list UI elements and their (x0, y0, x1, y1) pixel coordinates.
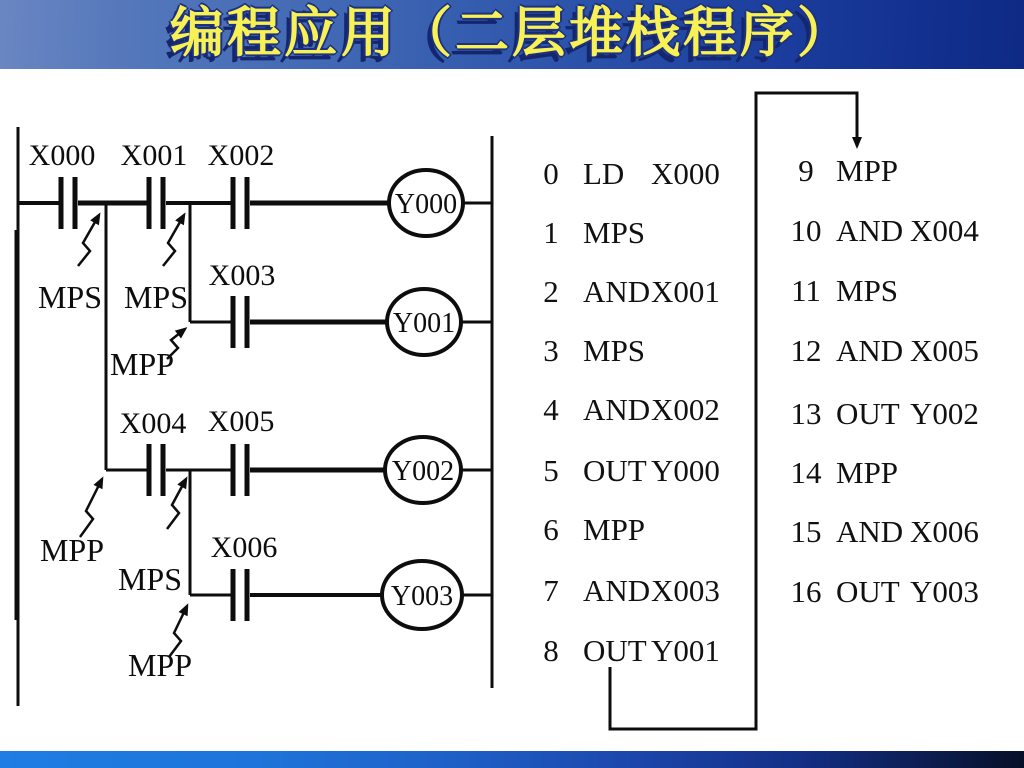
operand: X001 (651, 274, 720, 309)
stack-label-mpp-2: MPP (39, 532, 105, 568)
contact-label-X006: X006 (210, 531, 278, 564)
lightning-arrow-icon (167, 479, 186, 529)
operand: Y000 (651, 453, 720, 488)
opcode: LD (583, 156, 625, 191)
opcode: OUT (583, 633, 647, 668)
contact-label-X000: X000 (28, 139, 96, 172)
step-number: 10 (790, 213, 822, 248)
step-number: 3 (543, 333, 559, 368)
contact-label-X002: X002 (207, 139, 275, 172)
instruction-row (790, 456, 910, 490)
instruction-row (790, 515, 979, 549)
instruction-row (790, 334, 979, 368)
operand: X000 (651, 156, 720, 191)
operand: X006 (910, 514, 979, 549)
opcode: AND (583, 392, 651, 427)
contact-label-X003: X003 (208, 259, 276, 292)
slide-title: 编程应用（二层堆栈程序） (170, 2, 854, 63)
step-number: 1 (543, 215, 559, 250)
step-number: 14 (790, 455, 822, 490)
instruction-row (790, 397, 979, 431)
instruction-row (535, 454, 720, 488)
instruction-row (790, 154, 910, 188)
stack-label-mps-1: MPS (37, 279, 103, 315)
opcode: MPS (583, 215, 646, 250)
step-number: 13 (790, 396, 822, 431)
contact-label-X005: X005 (207, 405, 275, 438)
instruction-row (535, 513, 651, 547)
instruction-row (535, 334, 651, 368)
stack-annotations (38, 279, 192, 683)
lightning-arrow-icon (80, 479, 102, 537)
coil-label-Y001: Y001 (392, 308, 456, 339)
step-number: 12 (790, 333, 822, 368)
opcode: OUT (836, 574, 900, 609)
opcode: MPS (836, 273, 899, 308)
opcode: AND (583, 573, 651, 608)
opcode: AND (583, 274, 651, 309)
lightning-arrow-icon (78, 215, 99, 266)
coil-label-Y003: Y003 (390, 581, 454, 612)
step-number: 5 (543, 453, 559, 488)
operand: X003 (651, 573, 720, 608)
opcode: OUT (583, 453, 647, 488)
operand: Y003 (910, 574, 979, 609)
step-number: 4 (543, 392, 559, 427)
instruction-row (790, 575, 979, 609)
coil-label-Y002: Y002 (391, 456, 455, 487)
instruction-row (790, 214, 979, 248)
operand: X002 (651, 392, 720, 427)
stack-branch-lines (106, 203, 190, 595)
step-number: 9 (798, 153, 814, 188)
stack-label-mps-3: MPS (117, 561, 183, 597)
operand: X004 (910, 213, 979, 248)
step-number: 15 (790, 514, 822, 549)
operand: Y001 (651, 633, 720, 668)
step-number: 2 (543, 274, 559, 309)
opcode: OUT (836, 396, 900, 431)
instruction-row (535, 634, 720, 668)
instruction-row (535, 275, 720, 309)
coil-labels (391, 189, 457, 612)
step-number: 16 (790, 574, 822, 609)
operand: X005 (910, 333, 979, 368)
opcode: AND (836, 213, 904, 248)
instruction-row (535, 216, 651, 250)
instruction-row (535, 393, 720, 427)
instruction-row (535, 574, 720, 608)
footer-accent-bar (0, 751, 1024, 768)
step-number: 7 (543, 573, 559, 608)
lightning-arrow-icon (163, 215, 184, 266)
step-number: 0 (543, 156, 559, 191)
step-number: 6 (543, 512, 559, 547)
opcode: MPP (836, 153, 899, 188)
opcode: MPS (583, 333, 646, 368)
stack-label-mps-2: MPS (123, 279, 189, 315)
step-number: 11 (791, 273, 821, 308)
stack-label-mpp-3: MPP (127, 647, 193, 683)
stack-label-mpp-1: MPP (109, 346, 175, 382)
step-number: 8 (543, 633, 559, 668)
operand: Y002 (910, 396, 979, 431)
opcode: MPP (583, 512, 646, 547)
instruction-row (790, 274, 910, 308)
opcode: MPP (836, 455, 899, 490)
coil-label-Y000: Y000 (394, 189, 458, 220)
contact-label-X001: X001 (120, 139, 188, 172)
opcode: AND (836, 333, 904, 368)
opcode: AND (836, 514, 904, 549)
instruction-row (535, 157, 720, 191)
contact-label-X004: X004 (119, 407, 187, 440)
